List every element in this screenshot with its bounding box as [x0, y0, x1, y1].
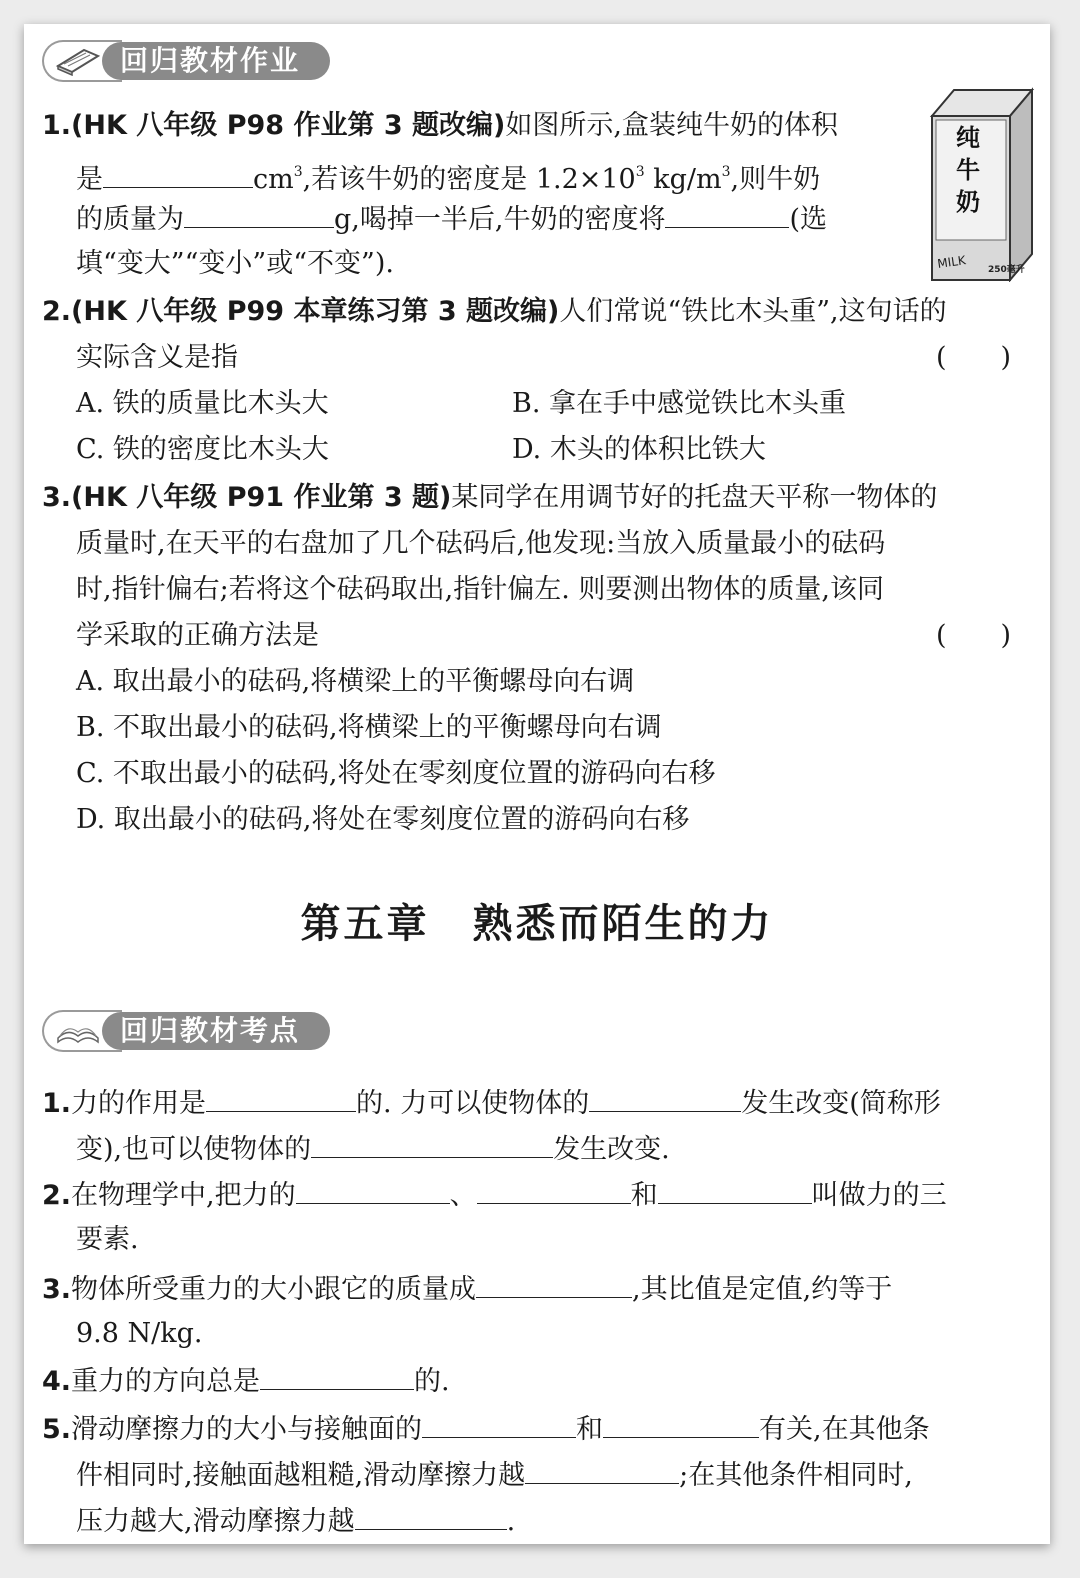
answer-blank[interactable]: [658, 1176, 812, 1204]
q2-source: (HK 八年级 P99 本章练习第 3 题改编): [71, 296, 560, 327]
milk-volume-text: 250毫升: [988, 265, 1025, 275]
q2-option-c[interactable]: C. 铁的密度比木头大: [76, 434, 329, 465]
page: [24, 24, 1050, 1544]
q1-line-1: 1.(HK 八年级 P98 作业第 3 题改编)如图所示,盒装纯牛奶的体积: [42, 110, 838, 141]
milk-box-illustration: [928, 86, 1036, 282]
milk-label-char-2: 牛: [956, 156, 980, 184]
answer-blank[interactable]: [589, 1084, 741, 1112]
q2-answer-bracket[interactable]: ( ): [936, 342, 1012, 373]
answer-blank[interactable]: [184, 200, 334, 228]
point-5-line-1: 5.滑动摩擦力的大小与接触面的 和 有关,在其他条: [42, 1410, 930, 1448]
answer-blank[interactable]: [525, 1456, 679, 1484]
q3-answer-bracket[interactable]: ( ): [936, 620, 1012, 651]
point-1-line-1: 1.力的作用是 的. 力可以使物体的 发生改变(简称形: [42, 1084, 941, 1122]
point-4: 4.重力的方向总是 的.: [42, 1362, 450, 1400]
milk-label-char-1: 纯: [956, 124, 980, 152]
q3-option-c[interactable]: C. 不取出最小的砝码,将处在零刻度位置的游码向右移: [76, 758, 716, 789]
point-3-line-2: 9.8 N/kg.: [76, 1318, 203, 1349]
point-1-line-2: 变),也可以使物体的 发生改变.: [76, 1130, 670, 1168]
section-banner-label: 回归教材考点: [102, 1012, 330, 1050]
open-book-icon: [54, 1016, 102, 1046]
q2-option-a[interactable]: A. 铁的质量比木头大: [76, 388, 329, 419]
milk-label-char-3: 奶: [956, 188, 980, 216]
q3-option-a[interactable]: A. 取出最小的砝码,将横梁上的平衡螺母向右调: [76, 666, 635, 697]
point-2-line-2: 要素.: [76, 1224, 139, 1255]
answer-blank[interactable]: [260, 1362, 414, 1390]
q3-option-b[interactable]: B. 不取出最小的砝码,将横梁上的平衡螺母向右调: [76, 712, 662, 743]
answer-blank[interactable]: [296, 1176, 450, 1204]
point-5-line-3: 压力越大,滑动摩擦力越 .: [76, 1502, 515, 1540]
answer-blank[interactable]: [355, 1502, 507, 1530]
answer-blank[interactable]: [477, 1176, 631, 1204]
q1-line-2: 是 $cm^3$,若该牛奶的密度是 $1.2\times 10^3$ $kg/m^3$,则牛奶: [76, 154, 820, 198]
q1-line-3: 的质量为 g,喝掉一半后,牛奶的密度将 (选: [76, 200, 827, 238]
q2-line-1: 2.(HK 八年级 P99 本章练习第 3 题改编)人们常说“铁比木头重”,这句话的: [42, 296, 947, 327]
point-2-line-1: 2.在物理学中,把力的 、 和 叫做力的三: [42, 1176, 947, 1214]
q3-line-1: 3.(HK 八年级 P91 作业第 3 题)某同学在用调节好的托盘天平称一物体的: [42, 482, 938, 513]
q3-source: (HK 八年级 P91 作业第 3 题): [71, 482, 452, 513]
chapter-title: 第五章 熟悉而陌生的力: [300, 900, 774, 947]
section-banner-key-points: [42, 1008, 332, 1054]
q3-line-4: 学采取的正确方法是: [76, 620, 319, 651]
q2-option-b[interactable]: B. 拿在手中感觉铁比木头重: [512, 388, 847, 419]
answer-blank[interactable]: [103, 160, 253, 188]
section-banner-label: 回归教材作业: [102, 42, 330, 80]
q3-line-3: 时,指针偏右;若将这个砝码取出,指针偏左. 则要测出物体的质量,该同: [76, 574, 885, 605]
answer-blank[interactable]: [311, 1130, 553, 1158]
q1-source: (HK 八年级 P98 作业第 3 题改编): [71, 110, 506, 141]
answer-blank[interactable]: [206, 1084, 356, 1112]
point-5-line-2: 件相同时,接触面越粗糙,滑动摩擦力越 ;在其他条件相同时,: [76, 1456, 913, 1494]
answer-blank[interactable]: [603, 1410, 759, 1438]
point-3-line-1: 3.物体所受重力的大小跟它的质量成 ,其比值是定值,约等于: [42, 1270, 892, 1308]
q2-line-2: 实际含义是指: [76, 342, 238, 373]
section-banner-homework: [42, 38, 332, 84]
q1-line-4: 填“变大”“变小”或“不变”).: [76, 248, 394, 279]
milk-brand-text: MILK: [936, 253, 967, 271]
book-icon: [54, 46, 102, 76]
answer-blank[interactable]: [476, 1270, 632, 1298]
q2-option-d[interactable]: D. 木头的体积比铁大: [512, 434, 766, 465]
q3-line-2: 质量时,在天平的右盘加了几个砝码后,他发现:当放入质量最小的砝码: [76, 528, 886, 559]
answer-blank[interactable]: [665, 200, 789, 228]
answer-blank[interactable]: [422, 1410, 576, 1438]
q3-option-d[interactable]: D. 取出最小的砝码,将处在零刻度位置的游码向右移: [76, 804, 690, 835]
